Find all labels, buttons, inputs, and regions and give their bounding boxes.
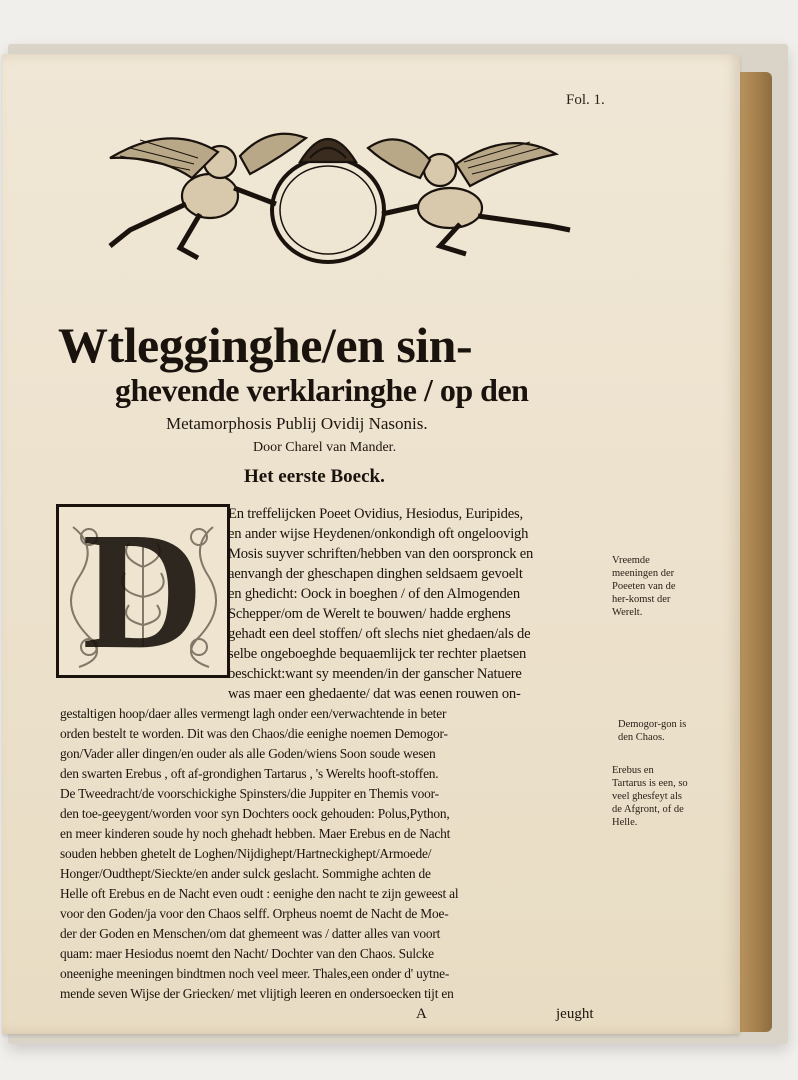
signature-mark: A [416, 1006, 427, 1022]
body-line: gehadt een deel stoffen/ oft slechs niet ghedaen/als de [228, 626, 531, 642]
body-line: Honger/Oudthept/Sieckte/en ander sulck geslacht. Sommighe achten de [60, 866, 431, 881]
body-line: en ghedicht: Oock in boeghen / of den Almogenden [228, 586, 520, 602]
body-line: den swarten Erebus , oft af-grondighen Tartarus , 's Werelts hooft-stoffen. [60, 766, 439, 781]
title-line-2: ghevende verklaringhe / op den [115, 372, 529, 408]
book-heading: Het eerste Boeck. [244, 466, 385, 487]
initial-letter: D [82, 498, 204, 684]
decorated-initial [56, 498, 230, 684]
body-line: quam: maer Hesiodus noemt den Nacht/ Dochter van den Chaos. Sulcke [60, 946, 434, 961]
cherubs-wreath-woodcut [100, 118, 580, 278]
margin-note: Demogor-gon is den Chaos. [618, 719, 687, 743]
subtitle: Metamorphosis Publij Ovidij Nasonis. [166, 414, 428, 433]
body-line: selbe ongeboeghde bequaemlijck ter rechter plaetsen [228, 646, 527, 662]
page-number: Fol. 1. [566, 92, 605, 108]
body-line: Schepper/om de Werelt te bouwen/ hadde erghens [228, 606, 511, 622]
body-line: beschickt:want sy meenden/in der ganscher Natuere [228, 666, 522, 682]
body-line: gon/Vader aller dingen/en ouder als alle Goden/wiens Soon soude wesen [60, 746, 436, 761]
body-line: voor den Goden/ja voor den Chaos selff. Orpheus noemt de Nacht de Moe- [60, 906, 449, 921]
body-line: was maer een ghedaente/ dat was eenen rouwen on- [228, 686, 521, 702]
body-line: en ander wijse Heydenen/onkondigh oft ongeloovigh [228, 526, 529, 542]
body-line: en meer kinderen soude hy noch ghehadt hebben. Maer Erebus en de Nacht [60, 826, 451, 841]
catchword: jeught [556, 1006, 594, 1022]
body-line: De Tweedracht/de voorschickighe Spinsters/die Juppiter en Themis voor- [60, 786, 439, 801]
body-line: oneenighe meeningen bindtmen noch veel meer. Thales,een onder d' uytne- [60, 966, 450, 981]
body-line: En treffelijcken Poeet Ovidius, Hesiodus, Euripides, [228, 506, 523, 522]
author-byline: Door Charel van Mander. [253, 440, 397, 455]
body-line: gestaltigen hoop/daer alles vermengt lagh onder een/verwachtende in beter [60, 706, 447, 721]
body-line: aenvangh der gheschapen dinghen seldsaem gevoelt [228, 566, 523, 582]
body-line: der der Goden en Menschen/om dat ghemeent was / datter alles van voort [60, 926, 441, 941]
margin-note: Vreemde meeningen der Poeeten van de her-komst der Werelt. [612, 555, 676, 618]
body-line: Mosis suyver schriften/hebben van den oorspronck en [228, 546, 534, 562]
margin-note: Erebus en Tartarus is een, so veel ghesfeyt als de Afgront, of de Helle. [612, 765, 688, 828]
body-line: orden bestelt te worden. Dit was den Chaos/die eenighe noemen Demogor- [60, 726, 448, 741]
body-line: den toe-geeygent/worden voor syn Dochters oock gehouden: Polus,Python, [60, 806, 450, 821]
body-line: Helle oft Erebus en de Nacht even oudt : eenighe den nacht te zijn geweest al [60, 886, 459, 901]
body-line: souden hebben ghetelt de Loghen/Nijdighept/Hartneckighept/Armoede/ [60, 846, 432, 861]
title-line-1: Wtlegginghe/en sin- [58, 317, 473, 373]
body-line: mende seven Wijse der Griecken/ met vlijtigh leeren en ondersoecken tijt en [60, 986, 454, 1001]
